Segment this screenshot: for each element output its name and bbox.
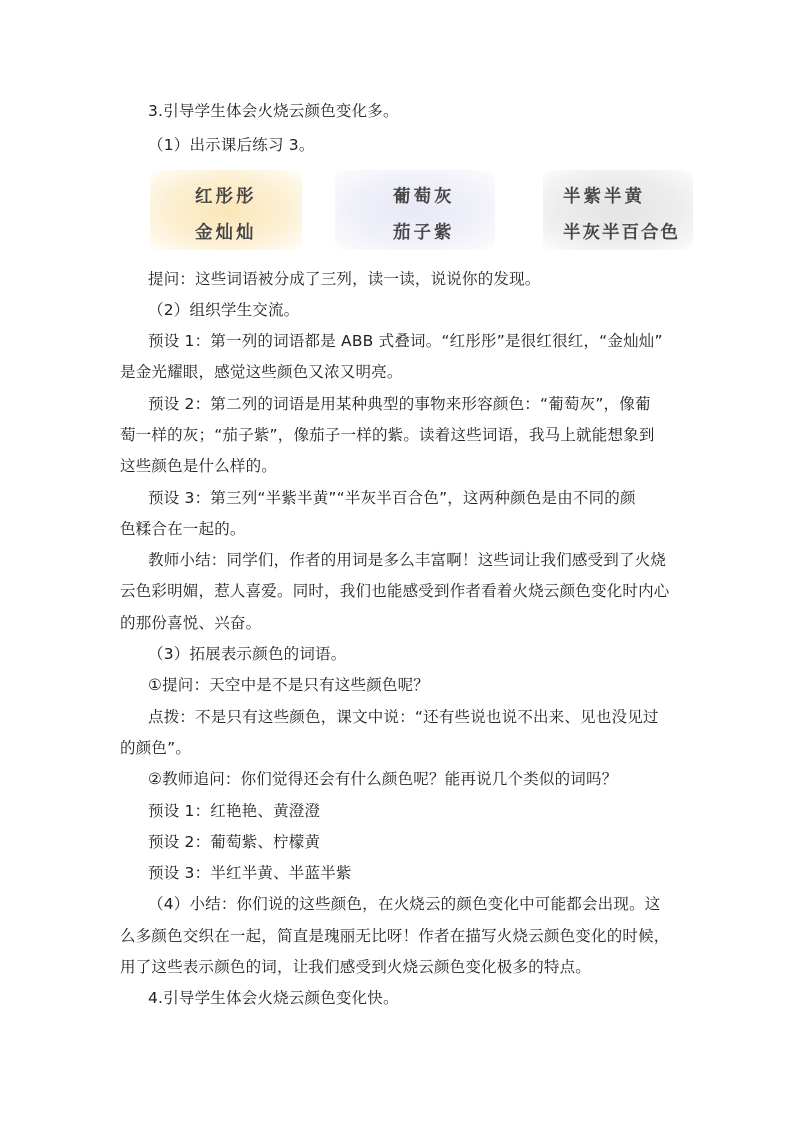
word-group-mixed xyxy=(543,170,693,250)
preset-list-1: 预设 1：红艳艳、黄澄澄 xyxy=(148,802,321,820)
preset-2-line-3: 这些颜色是什么样的。 xyxy=(120,457,278,475)
preset-list-2: 预设 2：葡萄紫、柠檬黄 xyxy=(148,833,321,851)
question-2-text: ①提问：天空中是不是只有这些颜色呢？ xyxy=(148,676,429,694)
word-item: 葡萄灰 xyxy=(393,187,455,207)
step-2-heading: （2）组织学生交流。 xyxy=(148,301,300,319)
step-4-line-3: 用了这些表示颜色的词，让我们感受到火烧云颜色变化极多的特点。 xyxy=(120,958,592,976)
step-3-heading: （3）拓展表示颜色的词语。 xyxy=(148,645,347,663)
hint-line-1: 点拨：不是只有这些颜色，课文中说：“还有些说也说不出来、见也没见过 xyxy=(148,708,659,726)
section-3-heading: 3.引导学生体会火烧云颜色变化多。 xyxy=(148,102,399,120)
section-4-heading: 4.引导学生体会火烧云颜色变化快。 xyxy=(148,989,399,1007)
preset-1-line-1: 预设 1：第一列的词语都是 ABB 式叠词。“红彤彤”是很红很红，“金灿灿” xyxy=(148,332,663,350)
word-group-abb xyxy=(150,170,302,250)
step-1-heading: （1）出示课后练习 3。 xyxy=(148,136,315,154)
word-item: 茄子紫 xyxy=(393,223,455,243)
preset-list-3: 预设 3：半红半黄、半蓝半紫 xyxy=(148,864,352,882)
preset-3-line-2: 色糅合在一起的。 xyxy=(120,520,246,538)
preset-1-line-2: 是金光耀眼，感觉这些颜色又浓又明亮。 xyxy=(120,363,403,381)
word-group-object xyxy=(335,170,495,250)
preset-2-line-2: 萄一样的灰；“茄子紫”，像茄子一样的紫。读着这些词语，我马上就能想象到 xyxy=(120,426,655,444)
preset-3-line-1: 预设 3：第三列“半紫半黄”“半灰半百合色”，这两种颜色是由不同的颜 xyxy=(148,489,636,507)
question-text: 提问：这些词语被分成了三列，读一读，说说你的发现。 xyxy=(148,270,541,288)
step-4-line-2: 么多颜色交织在一起，简直是瑰丽无比呀！作者在描写火烧云颜色变化的时候， xyxy=(120,927,670,945)
word-item: 金灿灿 xyxy=(195,223,257,243)
summary-line-3: 的那份喜悦、兴奋。 xyxy=(120,614,262,632)
summary-line-1: 教师小结：同学们，作者的用词是多么丰富啊！这些词让我们感受到了火烧 xyxy=(148,551,667,569)
preset-2-line-1: 预设 2：第二列的词语是用某种典型的事物来形容颜色：“葡萄灰”，像葡 xyxy=(148,395,651,413)
summary-line-2: 云色彩明媚，惹人喜爱。同时，我们也能感受到作者看着火烧云颜色变化时内心 xyxy=(120,582,670,600)
hint-line-2: 的颜色”。 xyxy=(120,739,192,757)
word-item: 半灰半百合色 xyxy=(563,223,680,243)
word-item: 红彤彤 xyxy=(195,187,257,207)
followup-question: ②教师追问：你们觉得还会有什么颜色呢？能再说几个类似的词吗？ xyxy=(148,770,618,788)
word-item: 半紫半黄 xyxy=(563,187,645,207)
color-word-columns xyxy=(150,170,695,250)
step-4-line-1: （4）小结：你们说的这些颜色，在火烧云的颜色变化中可能都会出现。这 xyxy=(148,895,661,913)
